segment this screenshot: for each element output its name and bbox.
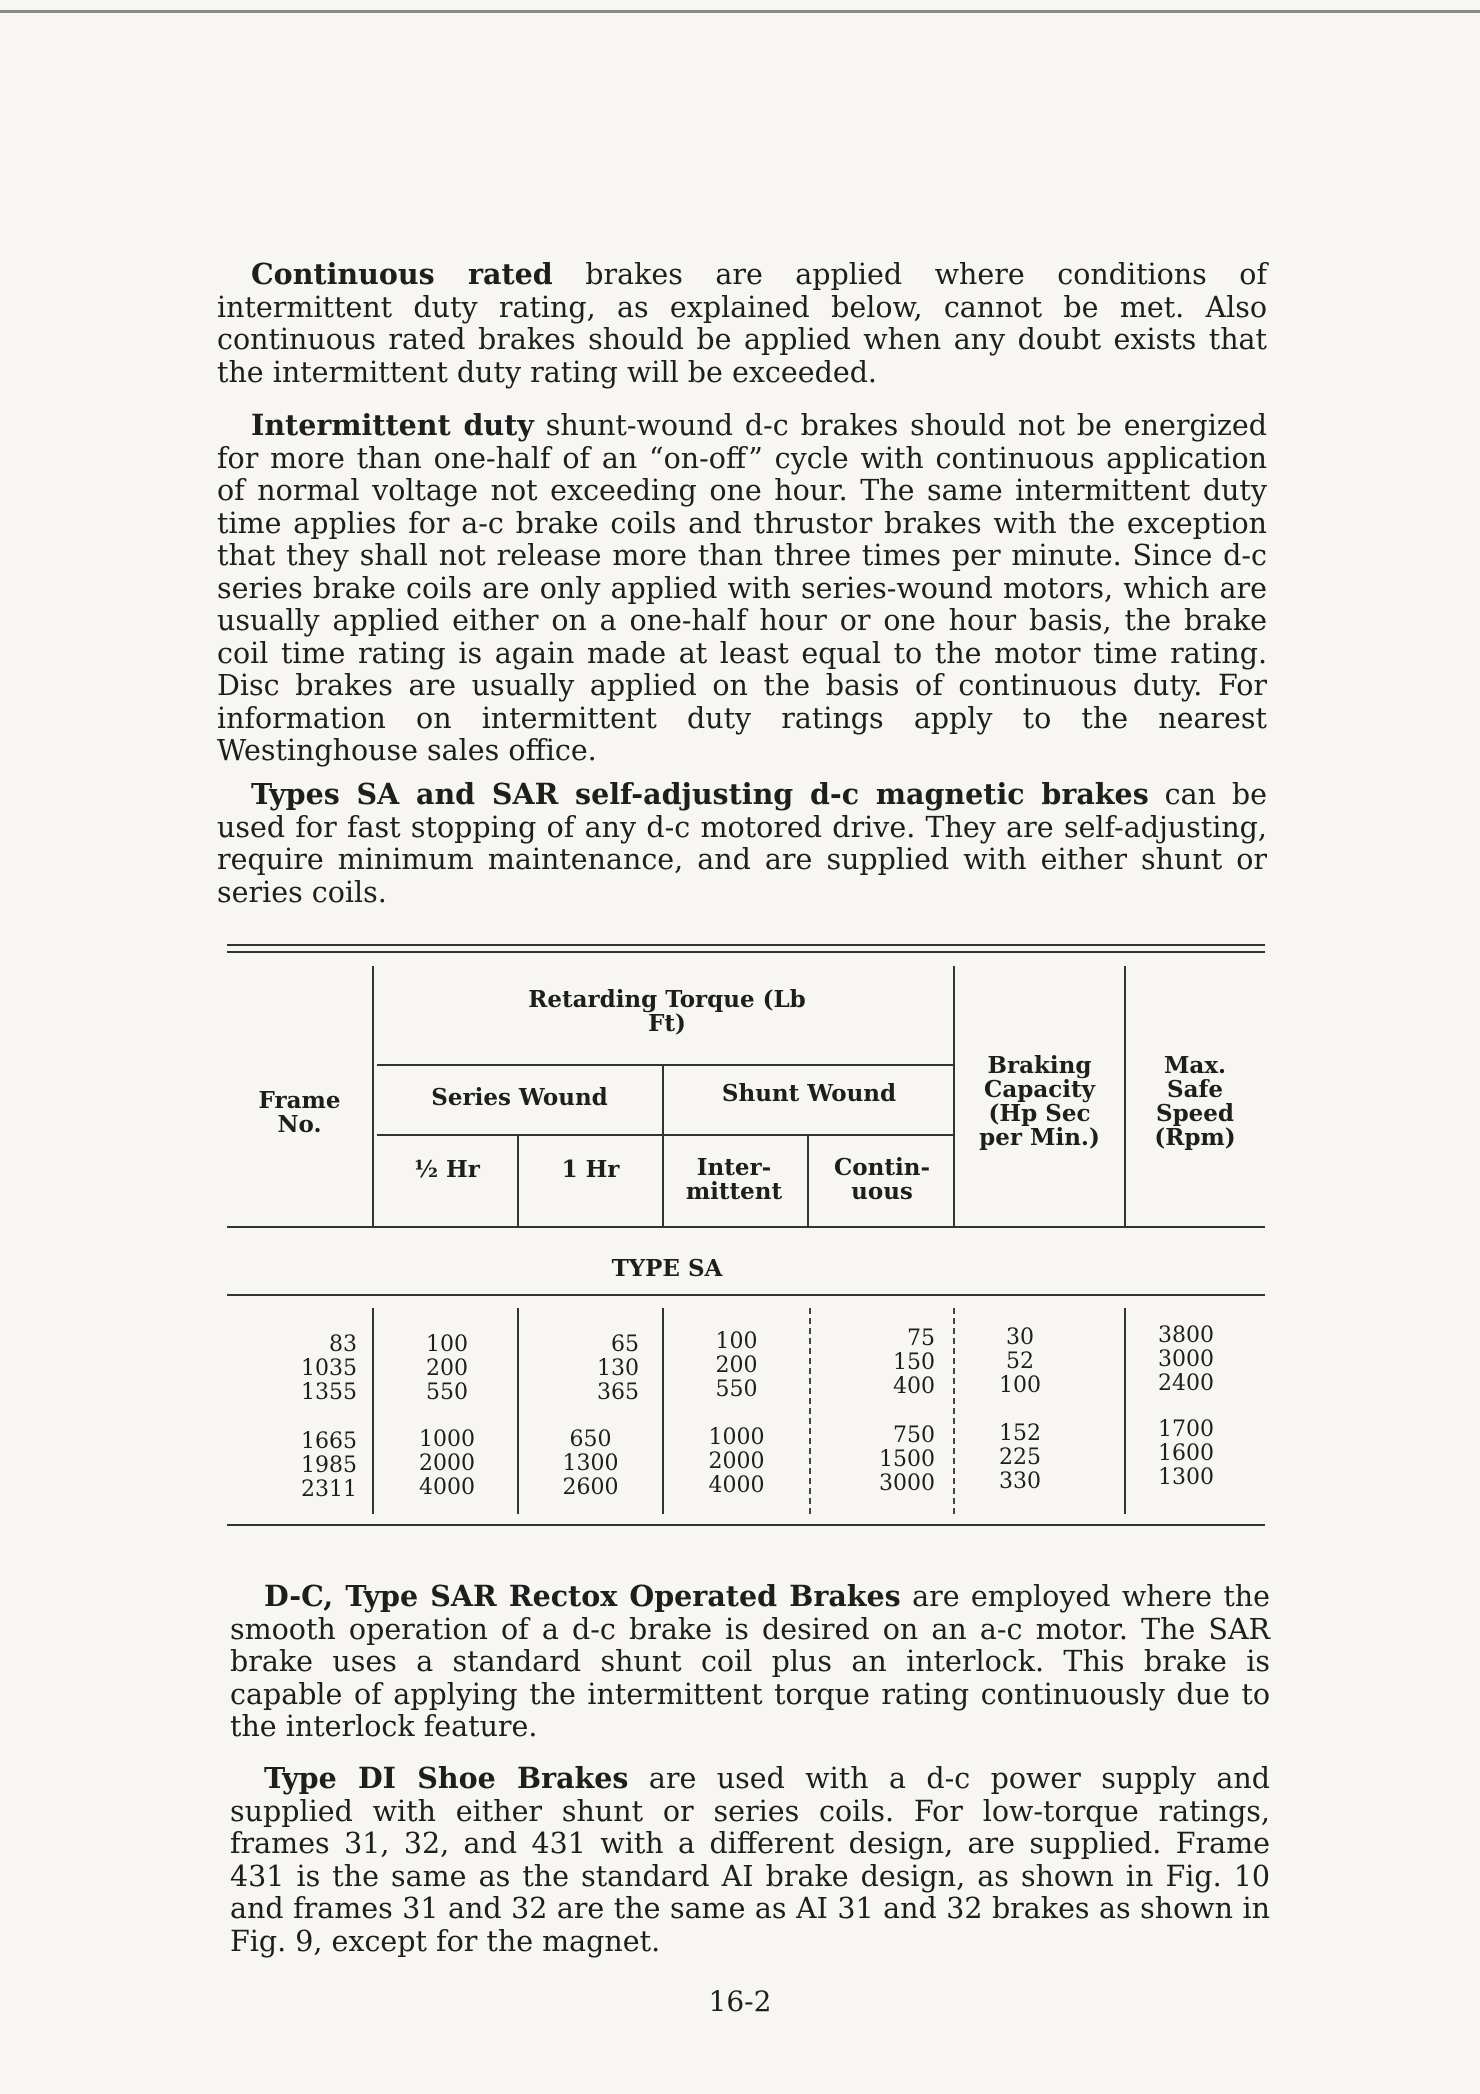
cell-value: 75 [907,1326,935,1351]
one-hr-cell [519,1333,639,1405]
cell-value: 750 [893,1423,935,1448]
one-hr-cell [519,1428,662,1500]
cell-value: 400 [893,1374,935,1399]
cell-value: 200 [426,1356,468,1381]
cell-value: 4000 [708,1473,765,1498]
header-retarding-torque: Retarding Torque (Lb Ft) [528,986,806,1037]
cell-value: 83 [329,1332,357,1357]
col-divider [372,966,374,1226]
speed-cell [1126,1418,1246,1490]
cell-value: 130 [597,1356,639,1381]
half-hr-cell [377,1333,517,1405]
speed-cell [1126,1324,1246,1396]
cell-value: 1300 [562,1451,619,1476]
cell-value: 200 [715,1353,758,1378]
cell-value: 365 [597,1380,639,1405]
cell-value: 1500 [879,1447,935,1472]
header-intermittent: Inter- mittent [685,1154,783,1205]
cell-value: 1700 [1158,1417,1214,1442]
table-top-rule [227,951,1265,953]
paragraph-text: are employed where the smooth operation of a d-c brake is desired on an a-c motor. The SAR brake uses a standard shunt coil plus an interlock. This brake is capable of applying the intermittent torque rating continuously due to the interlock feature. [230,1580,1270,1743]
header-frame-no: Frame No. [258,1087,341,1138]
cell-value: 1300 [1158,1465,1214,1490]
cell-value: 550 [426,1380,468,1405]
cell-value: 3800 [1158,1323,1214,1348]
cell-value: 100 [715,1329,758,1354]
cell-value: 330 [999,1469,1041,1494]
paragraph-lead: Intermittent duty [251,408,534,442]
paragraph-type-di [230,1762,1270,1958]
frame-cell [247,1333,357,1405]
header-max-safe-speed: Max. Safe Speed (Rpm) [1154,1052,1236,1151]
cell-value: 1000 [419,1427,475,1452]
cell-value: 1665 [301,1429,357,1454]
cell-value: 2400 [1158,1371,1214,1396]
cell-value: 2600 [562,1475,619,1500]
page-number: 16-2 [708,1985,772,2018]
intermittent-cell [664,1426,809,1498]
section-type-sa: TYPE SA [611,1255,723,1282]
paragraph-intermittent-duty [217,409,1267,768]
col-divider [807,1134,809,1226]
table-top-rule [227,944,1265,946]
cell-value: 100 [999,1373,1041,1398]
retarding-underline [377,1064,955,1066]
cell-value: 1035 [301,1356,357,1381]
paragraph-continuous-rated [217,258,1267,389]
col-divider [1124,966,1126,1226]
paragraph-text: brakes are applied where conditions of intermittent duty rating, as explained below, cannot be met. Also continuous rated brakes should be applied when any doubt exists that the intermittent duty rating will be exceeded. [217,258,1267,389]
cell-value: 52 [1006,1349,1034,1374]
continuous-cell [811,1327,935,1399]
cell-value: 1355 [301,1380,357,1405]
cell-value: 30 [1006,1325,1034,1350]
intermittent-cell [664,1330,809,1402]
cell-value: 152 [999,1421,1041,1446]
wound-underline [377,1134,955,1136]
header-shunt-wound: Shunt Wound [721,1080,897,1107]
paragraph-text: can be used for fast stopping of any d-c motored drive. They are self-adjusting, require minimum maintenance, and are supplied with either shunt or series coils. [217,778,1267,909]
continuous-cell [811,1424,935,1496]
half-hr-cell [377,1428,517,1500]
header-half-hr: ½ Hr [414,1156,480,1183]
cell-value: 1600 [1158,1441,1214,1466]
col-divider [372,1308,374,1514]
frame-cell [247,1430,357,1502]
brake-ratings-table [227,944,1265,1526]
cell-value: 3000 [1158,1347,1214,1372]
cell-value: 150 [893,1350,935,1375]
cell-value: 1985 [301,1453,357,1478]
cell-value: 65 [611,1332,639,1357]
braking-cell [955,1326,1085,1398]
paragraph-types-sa-sar [217,778,1267,909]
header-continuous: Contin- uous [834,1154,930,1205]
paragraph-lead: D-C, Type SAR Rectox Operated Brakes [264,1579,901,1613]
cell-value: 650 [569,1427,612,1452]
braking-cell [955,1422,1085,1494]
header-one-hr: 1 Hr [561,1156,620,1183]
cell-value: 550 [715,1377,758,1402]
paragraph-lead: Type DI Shoe Brakes [264,1761,629,1795]
header-series-wound: Series Wound [431,1084,608,1111]
header-braking-capacity: Braking Capacity (Hp Sec per Min.) [979,1052,1100,1151]
top-rule [0,10,1480,13]
table-bottom-rule [227,1524,1265,1526]
paragraph-sar-rectox [230,1580,1270,1744]
section-bottom-rule [227,1294,1265,1296]
cell-value: 2000 [708,1449,765,1474]
cell-value: 225 [999,1445,1041,1470]
paragraph-text: shunt-wound d-c brakes should not be energized for more than one-half of an “on-off” cycle with continuous application of normal voltage not exceeding one hour. The same intermittent duty time applies for a-c brake coils and thrustor brakes with the exception that they shall not release more than three times per minute. Since d-c series brake coils are only applied with series-wound motors, which are usually applied either on a one-half hour or one hour basis, the brake coil time rating is again made at least equal to the motor time rating. Disc brakes are usually applied on the basis of continuous duty. For information on intermittent duty ratings apply to the nearest Westinghouse sales office. [217,409,1268,767]
cell-value: 1000 [708,1425,765,1450]
cell-value: 4000 [419,1475,475,1500]
header-bottom-rule [227,1226,1265,1228]
cell-value: 100 [426,1332,468,1357]
cell-value: 2000 [419,1451,475,1476]
paragraph-text: are used with a d-c power supply and supplied with either shunt or series coils. For low-torque ratings, frames 31, 32, and 431 with a different design, are supplied. Frame 431 is the same as the standard AI brake design, as shown in Fig. 10 and frames 31 and 32 are the same as AI 31 and 32 brakes as shown in Fig. 9, except for the magnet. [230,1762,1270,1958]
paragraph-lead: Types SA and SAR self-adjusting d-c magnetic brakes [251,777,1149,811]
cell-value: 3000 [879,1471,935,1496]
paragraph-lead: Continuous rated [251,257,553,291]
cell-value: 2311 [301,1477,357,1502]
